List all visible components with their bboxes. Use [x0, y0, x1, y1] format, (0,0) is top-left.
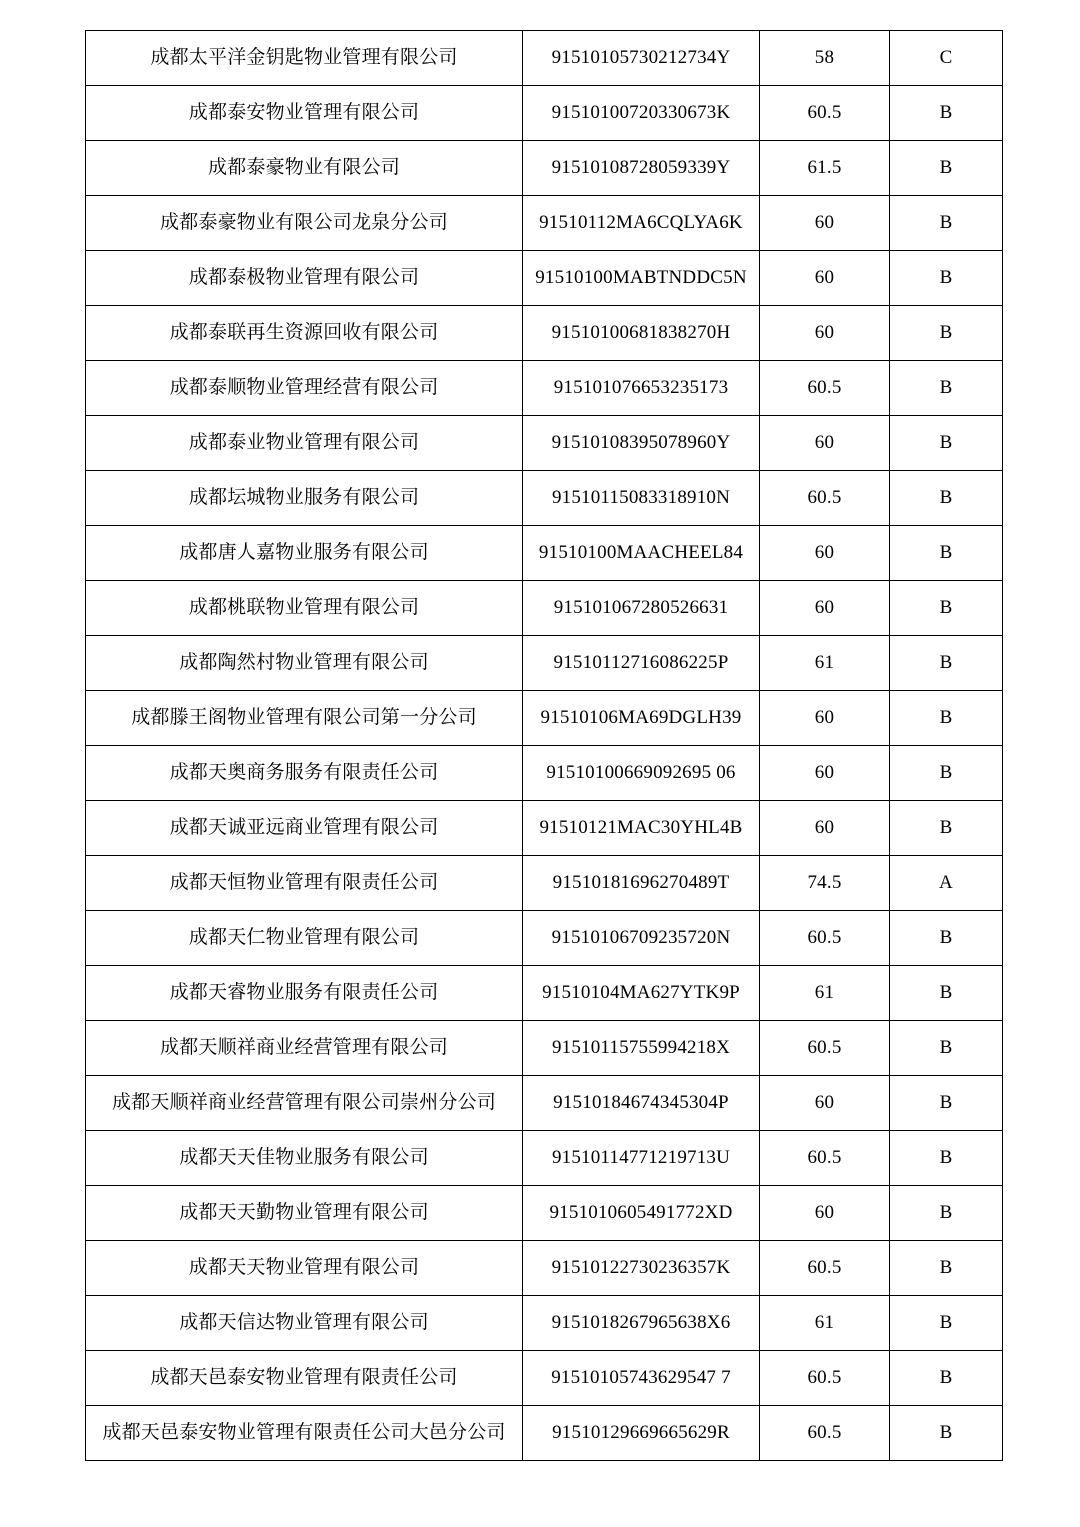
cell-credit-code: 91510121MAC30YHL4B — [523, 801, 760, 856]
table-row — [86, 196, 1003, 251]
table-row — [86, 1076, 1003, 1131]
table-row — [86, 636, 1003, 691]
cell-credit-code: 91510115755994218X — [523, 1021, 760, 1076]
cell-credit-code: 91510129669665629R — [523, 1406, 760, 1461]
table-row — [86, 306, 1003, 361]
cell-credit-code: 91510108395078960Y — [523, 416, 760, 471]
cell-score: 60 — [760, 1076, 890, 1131]
cell-grade: B — [890, 691, 1003, 746]
table-row — [86, 251, 1003, 306]
cell-credit-code: 91510108728059339Y — [523, 141, 760, 196]
cell-score: 60 — [760, 746, 890, 801]
cell-company-name: 成都天诚亚远商业管理有限公司 — [86, 801, 523, 856]
cell-score: 61 — [760, 966, 890, 1021]
cell-credit-code: 91510114771219713U — [523, 1131, 760, 1186]
cell-company-name: 成都天天物业管理有限公司 — [86, 1241, 523, 1296]
cell-company-name: 成都天仁物业管理有限公司 — [86, 911, 523, 966]
cell-score: 60 — [760, 526, 890, 581]
cell-score: 60 — [760, 691, 890, 746]
cell-credit-code: 91510184674345304P — [523, 1076, 760, 1131]
cell-score: 60.5 — [760, 911, 890, 966]
cell-grade: B — [890, 1131, 1003, 1186]
cell-score: 60.5 — [760, 471, 890, 526]
cell-grade: B — [890, 86, 1003, 141]
cell-score: 61 — [760, 1296, 890, 1351]
cell-grade: B — [890, 636, 1003, 691]
cell-score: 60.5 — [760, 1241, 890, 1296]
table-row — [86, 581, 1003, 636]
cell-score: 60.5 — [760, 86, 890, 141]
table-row — [86, 1406, 1003, 1461]
cell-credit-code: 91510105730212734Y — [523, 31, 760, 86]
cell-score: 61.5 — [760, 141, 890, 196]
cell-company-name: 成都泰豪物业有限公司龙泉分公司 — [86, 196, 523, 251]
cell-score: 60.5 — [760, 1406, 890, 1461]
table-row — [86, 1351, 1003, 1406]
cell-score: 60 — [760, 251, 890, 306]
cell-company-name: 成都唐人嘉物业服务有限公司 — [86, 526, 523, 581]
table-row — [86, 1186, 1003, 1241]
cell-credit-code: 91510104MA627YTK9P — [523, 966, 760, 1021]
cell-grade: C — [890, 31, 1003, 86]
cell-credit-code: 91510106709235720N — [523, 911, 760, 966]
cell-credit-code: 91510115083318910N — [523, 471, 760, 526]
cell-credit-code: 91510100MAACHEEL84 — [523, 526, 760, 581]
cell-company-name: 成都泰业物业管理有限公司 — [86, 416, 523, 471]
cell-company-name: 成都天天佳物业服务有限公司 — [86, 1131, 523, 1186]
cell-credit-code: 91510100720330673K — [523, 86, 760, 141]
cell-grade: B — [890, 801, 1003, 856]
cell-company-name: 成都天顺祥商业经营管理有限公司崇州分公司 — [86, 1076, 523, 1131]
cell-grade: B — [890, 1296, 1003, 1351]
cell-score: 60 — [760, 581, 890, 636]
cell-score: 74.5 — [760, 856, 890, 911]
cell-company-name: 成都天信达物业管理有限公司 — [86, 1296, 523, 1351]
cell-company-name: 成都天睿物业服务有限责任公司 — [86, 966, 523, 1021]
cell-grade: A — [890, 856, 1003, 911]
table-row — [86, 361, 1003, 416]
cell-grade: B — [890, 1021, 1003, 1076]
company-rating-table — [85, 30, 1003, 1461]
cell-credit-code: 91510100681838270H — [523, 306, 760, 361]
cell-credit-code: 91510122730236357K — [523, 1241, 760, 1296]
cell-company-name: 成都太平洋金钥匙物业管理有限公司 — [86, 31, 523, 86]
table-row — [86, 1131, 1003, 1186]
cell-grade: B — [890, 1351, 1003, 1406]
cell-score: 61 — [760, 636, 890, 691]
cell-company-name: 成都天邑泰安物业管理有限责任公司 — [86, 1351, 523, 1406]
cell-grade: B — [890, 1241, 1003, 1296]
cell-score: 60 — [760, 801, 890, 856]
table-row — [86, 801, 1003, 856]
cell-credit-code: 91510112716086225P — [523, 636, 760, 691]
table-row — [86, 86, 1003, 141]
cell-company-name: 成都滕王阁物业管理有限公司第一分公司 — [86, 691, 523, 746]
cell-credit-code: 91510105743629547 7 — [523, 1351, 760, 1406]
table-body — [86, 31, 1003, 1461]
cell-credit-code: 91510106MA69DGLH39 — [523, 691, 760, 746]
cell-grade: B — [890, 141, 1003, 196]
cell-company-name: 成都泰安物业管理有限公司 — [86, 86, 523, 141]
cell-company-name: 成都泰豪物业有限公司 — [86, 141, 523, 196]
cell-grade: B — [890, 1406, 1003, 1461]
cell-credit-code: 915101076653235173 — [523, 361, 760, 416]
cell-company-name: 成都泰联再生资源回收有限公司 — [86, 306, 523, 361]
cell-company-name: 成都天恒物业管理有限责任公司 — [86, 856, 523, 911]
cell-score: 60 — [760, 416, 890, 471]
cell-score: 60 — [760, 306, 890, 361]
cell-grade: B — [890, 1186, 1003, 1241]
cell-company-name: 成都坛城物业服务有限公司 — [86, 471, 523, 526]
cell-grade: B — [890, 416, 1003, 471]
table-row — [86, 746, 1003, 801]
cell-credit-code: 9151018267965638X6 — [523, 1296, 760, 1351]
cell-company-name: 成都天天勤物业管理有限公司 — [86, 1186, 523, 1241]
table-row — [86, 1296, 1003, 1351]
cell-grade: B — [890, 251, 1003, 306]
table-row — [86, 856, 1003, 911]
cell-company-name: 成都天邑泰安物业管理有限责任公司大邑分公司 — [86, 1406, 523, 1461]
cell-score: 60.5 — [760, 1351, 890, 1406]
cell-credit-code: 915101067280526631 — [523, 581, 760, 636]
cell-score: 60.5 — [760, 361, 890, 416]
cell-company-name: 成都天顺祥商业经营管理有限公司 — [86, 1021, 523, 1076]
table-row — [86, 141, 1003, 196]
cell-grade: B — [890, 966, 1003, 1021]
table-row — [86, 691, 1003, 746]
cell-score: 60 — [760, 1186, 890, 1241]
table-row — [86, 966, 1003, 1021]
cell-grade: B — [890, 306, 1003, 361]
table-row — [86, 31, 1003, 86]
cell-credit-code: 9151010605491772XD — [523, 1186, 760, 1241]
cell-score: 60 — [760, 196, 890, 251]
cell-credit-code: 91510112MA6CQLYA6K — [523, 196, 760, 251]
table-row — [86, 1241, 1003, 1296]
cell-score: 58 — [760, 31, 890, 86]
cell-credit-code: 91510181696270489T — [523, 856, 760, 911]
cell-company-name: 成都桃联物业管理有限公司 — [86, 581, 523, 636]
cell-company-name: 成都泰顺物业管理经营有限公司 — [86, 361, 523, 416]
cell-credit-code: 91510100669092695 06 — [523, 746, 760, 801]
table-row — [86, 1021, 1003, 1076]
cell-score: 60.5 — [760, 1021, 890, 1076]
cell-company-name: 成都天奥商务服务有限责任公司 — [86, 746, 523, 801]
table-row — [86, 526, 1003, 581]
cell-grade: B — [890, 911, 1003, 966]
cell-grade: B — [890, 196, 1003, 251]
table-row — [86, 911, 1003, 966]
cell-company-name: 成都陶然村物业管理有限公司 — [86, 636, 523, 691]
cell-grade: B — [890, 1076, 1003, 1131]
table-row — [86, 416, 1003, 471]
cell-grade: B — [890, 526, 1003, 581]
cell-grade: B — [890, 471, 1003, 526]
cell-grade: B — [890, 581, 1003, 636]
table-row — [86, 471, 1003, 526]
cell-score: 60.5 — [760, 1131, 890, 1186]
cell-grade: B — [890, 746, 1003, 801]
cell-credit-code: 91510100MABTNDDC5N — [523, 251, 760, 306]
cell-grade: B — [890, 361, 1003, 416]
cell-company-name: 成都泰极物业管理有限公司 — [86, 251, 523, 306]
